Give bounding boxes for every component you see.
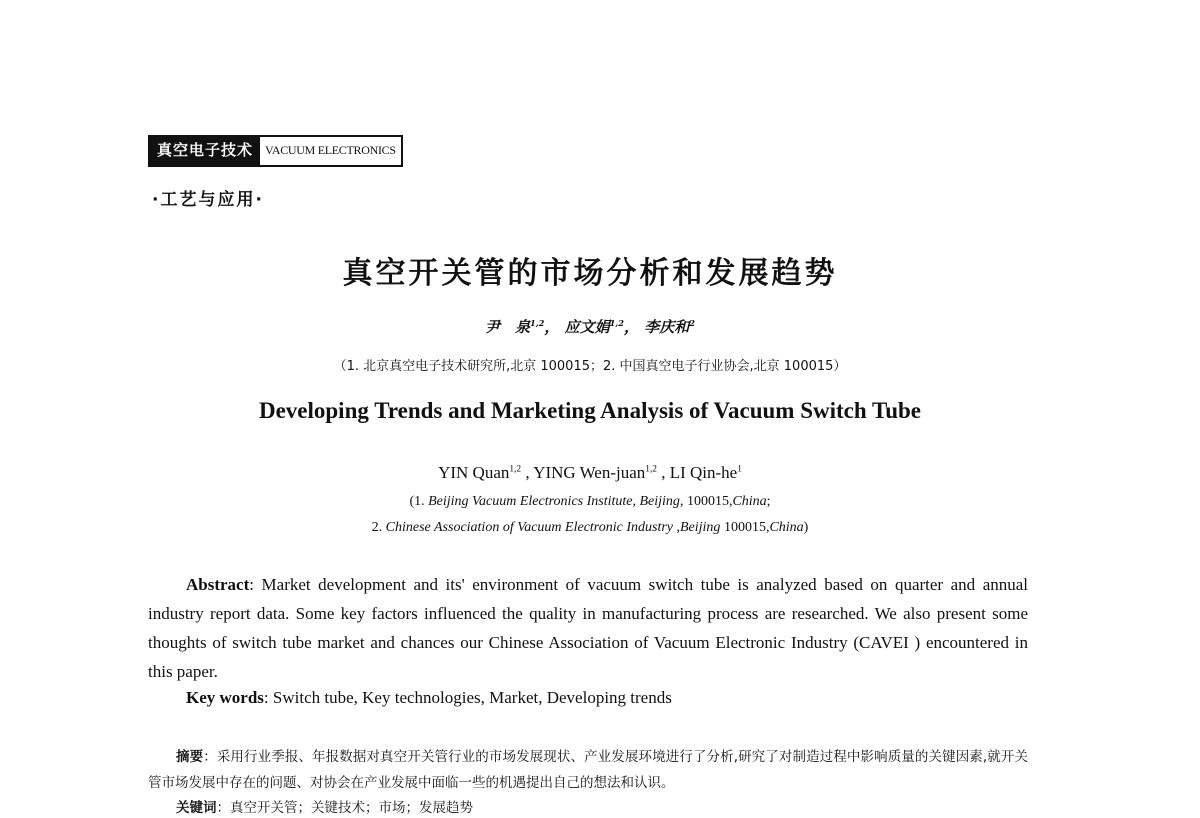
abstract-en-text: Market development and its' environment of vacuum switch tube is analyzed based on quarter and annual industry report data. Some key factors influenced the quality in manufacturing process are researched. We also present some thoughts of switch tube market and chances our Chinese Association of Vacuum Electronic Industry (CAVEI ) encountered in this paper. — [148, 575, 1029, 681]
affil-postcode: 100015 — [686, 494, 729, 509]
keywords-en-text: Switch tube, Key technologies, Market, Developing trends — [272, 688, 672, 707]
affil-country: China — [769, 520, 804, 535]
author-en-3-sup: 1 — [737, 464, 742, 475]
journal-name-cn: 真空电子技术 — [150, 137, 260, 165]
author-en-sep: , — [656, 463, 666, 482]
author-en-1: YIN Quan — [438, 463, 510, 482]
authors-cn — [0, 316, 1180, 337]
affil-inst: Chinese Association of Vacuum Electronic Industry — [385, 520, 673, 535]
author-en-2: YING Wen-juan — [533, 463, 646, 482]
keywords-cn-label: 关键词 — [176, 800, 217, 816]
affil-postcode: 100015 — [723, 520, 766, 535]
author-cn-3-sup: 2 — [689, 318, 695, 329]
affil-city: Beijing — [680, 520, 721, 535]
author-cn-1-sup: 1,2 — [530, 318, 545, 329]
author-cn-sep: ， — [544, 318, 560, 336]
abstract-cn-label: 摘要 — [176, 749, 204, 765]
abstract-cn: 摘要：采用行业季报、年报数据对真空开关管行业的市场发展现状、产业发展环境进行了分析,研究了对制造过程中影响质量的关键因素,就开关管市场发展中存在的问题、对协会在产业发展中面临一些的机遇提出自己的想法和认识。 — [148, 749, 1029, 791]
keywords-en-label: Key words — [186, 688, 264, 707]
keywords-cn: 关键词：真空开关管；关键技术；市场；发展趋势 — [176, 800, 473, 816]
journal-name-en: VACUUM ELECTRONICS — [260, 137, 401, 165]
affiliation-cn: （1. 北京真空电子技术研究所,北京 100015；2. 中国真空电子行业协会,北京 100015） — [333, 359, 847, 374]
affil-country: China — [732, 494, 767, 509]
keywords-en: Key words: Switch tube, Key technologies, Market, Developing trends — [186, 688, 672, 707]
author-en-3: LI Qin-he — [669, 463, 738, 482]
author-en-sep: , — [521, 463, 530, 482]
authors-en — [0, 463, 1180, 483]
abstract-cn-text: 采用行业季报、年报数据对真空开关管行业的市场发展现状、产业发展环境进行了分析,研究了对制造过程中影响质量的关键因素,就开关管市场发展中存在的问题、对协会在产业发展中面临一些的机遇提出自己的想法和认识。 — [148, 749, 1029, 791]
author-cn-2: 应文娟 — [564, 318, 610, 336]
author-en-1-sup: 1,2 — [509, 464, 522, 475]
author-cn-1: 尹 泉 — [484, 318, 530, 336]
affiliation-en-1: (1. Beijing Vacuum Electronics Institute, Beijing, 100015,China; — [409, 494, 771, 509]
title-cn: 真空开关管的市场分析和发展趋势 — [342, 256, 838, 291]
affil-city: Beijing — [639, 494, 680, 509]
affil-inst: Beijing Vacuum Electronics Institute — [428, 494, 633, 509]
author-cn-2-sup: 1,2 — [609, 318, 624, 329]
abstract-en-label: Abstract — [186, 575, 250, 594]
author-cn-3: 李庆和 — [644, 318, 690, 336]
abstract-en: Abstract: Market development and its' environment of vacuum switch tube is analyzed based on quarter and annual industry report data. Some key factors influenced the quality in manufacturing process are researched. We also present some thoughts of switch tube market and chances our Chinese Association of Vacuum Electronic Industry (CAVEI ) encountered in this paper. — [148, 575, 1029, 681]
keywords-cn-text: 真空开关管；关键技术；市场；发展趋势 — [230, 800, 473, 816]
affiliation-en-2: 2. Chinese Association of Vacuum Electronic Industry ,Beijing 100015,China) — [371, 520, 809, 535]
journal-badge — [148, 135, 403, 167]
section-label: ·工艺与应用· — [152, 190, 264, 210]
author-en-2-sup: 1,2 — [645, 464, 657, 475]
author-cn-sep: ， — [623, 318, 639, 336]
title-en: Developing Trends and Marketing Analysis of Vacuum Switch Tube — [258, 398, 922, 423]
